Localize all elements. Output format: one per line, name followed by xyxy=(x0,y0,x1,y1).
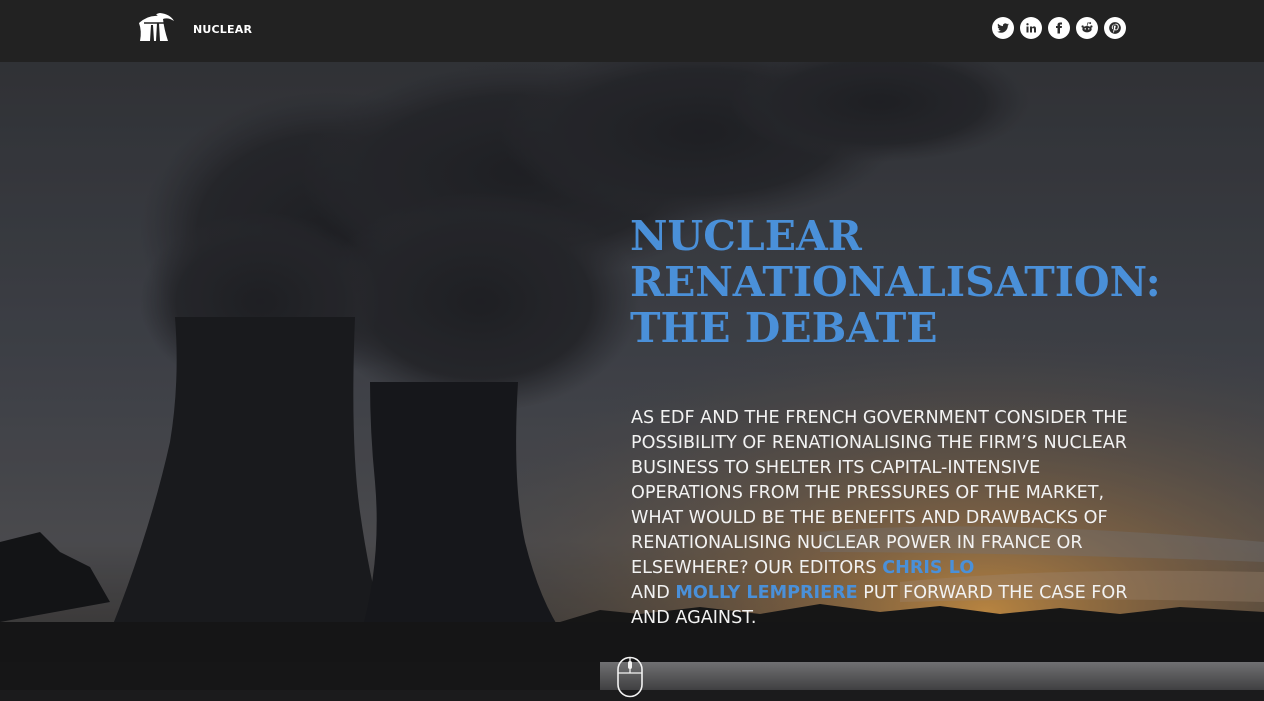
article-intro-text: PUT FORWARD THE CASE FOR AND AGAINST. xyxy=(631,583,1128,628)
page-title xyxy=(630,212,1161,352)
author-link-molly-lempriere[interactable]: MOLLY LEMPRIERE xyxy=(675,583,858,603)
brand-title[interactable]: NUCLEAR xyxy=(193,23,253,36)
pinterest-icon[interactable] xyxy=(1104,17,1126,39)
top-bar xyxy=(0,0,1264,62)
mouse-scroll-icon[interactable] xyxy=(616,656,644,698)
page-title-line: NUCLEAR xyxy=(630,212,862,260)
cooling-tower-logo-icon[interactable] xyxy=(134,11,176,47)
page-title-line: THE DEBATE xyxy=(630,304,938,352)
hero-section xyxy=(0,62,1264,701)
linkedin-icon[interactable] xyxy=(1020,17,1042,39)
reddit-icon[interactable] xyxy=(1076,17,1098,39)
twitter-icon[interactable] xyxy=(992,17,1014,39)
author-link-chris-lo[interactable]: CHRIS LO xyxy=(882,558,975,578)
article-intro-text: AS EDF AND THE FRENCH GOVERNMENT CONSIDER THE POSSIBILITY OF RENATIONALISING THE FIRM’S NUCLEAR BUSINESS TO SHELTER ITS CAPITAL-INTENSIVE OPERATIONS FROM THE PRESSURES OF THE MARKET, WHAT WOULD BE THE BENEFITS AND DRAWBACKS OF RENATIONALISING NUCLEAR POWER IN FRANCE OR ELSEWHERE? OUR EDITORS xyxy=(631,408,1128,578)
article-intro xyxy=(631,406,1131,631)
page-title-line: RENATIONALISATION: xyxy=(630,258,1161,306)
social-links xyxy=(992,17,1126,39)
article-intro-text: AND xyxy=(631,583,676,603)
facebook-icon[interactable] xyxy=(1048,17,1070,39)
